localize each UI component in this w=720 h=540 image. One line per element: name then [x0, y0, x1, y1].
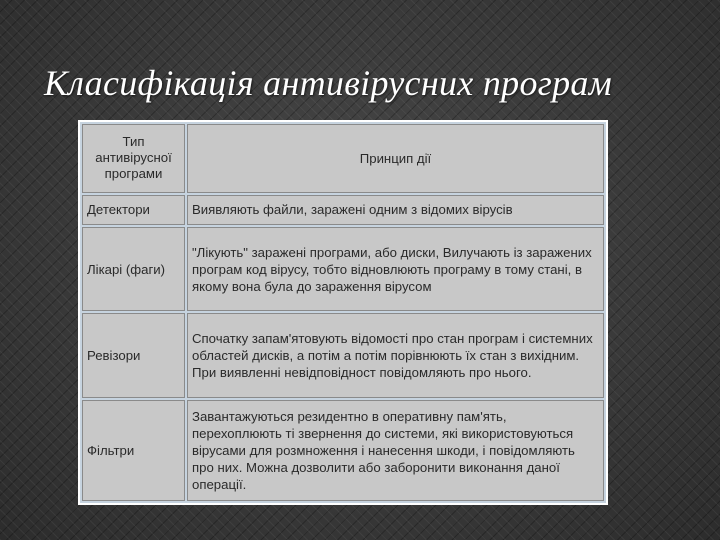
table-header-row	[82, 124, 604, 193]
header-principle: Принцип дії	[187, 124, 604, 193]
row-principle: Виявляють файли, заражені одним з відомих вірусів	[187, 195, 604, 225]
slide-title: Класифікація антивірусних програм	[44, 63, 612, 103]
row-type: Детектори	[82, 195, 185, 225]
table-row	[82, 195, 604, 225]
header-type: Тип антивірусної програми	[82, 124, 185, 193]
classification-table	[80, 122, 606, 503]
table-row	[82, 313, 604, 398]
row-principle: Спочатку запам'ятовують відомості про стан програм і системних областей дисків, а потім а потім порівнюють їх стан з вихідним. При виявленні невідповідност повідомляють про нього.	[187, 313, 604, 398]
row-principle: "Лікують" заражені програми, або диски, Вилучають із заражених програм код вірусу, тобто відновлюють програму в тому стані, в якому вона була до зараження вірусом	[187, 227, 604, 312]
row-type: Лікарі (фаги)	[82, 227, 185, 312]
classification-table-frame	[78, 120, 608, 505]
row-type: Фільтри	[82, 400, 185, 501]
row-principle: Завантажуються резидентно в оперативну пам'ять, перехоплюють ті звернення до системи, які використовуються вірусами для розмноження і нанесення шкоди, і повідомляють про них. Можна дозволити або заборонити виконання даної операції.	[187, 400, 604, 501]
table-row	[82, 227, 604, 312]
table-row	[82, 400, 604, 501]
row-type: Ревізори	[82, 313, 185, 398]
